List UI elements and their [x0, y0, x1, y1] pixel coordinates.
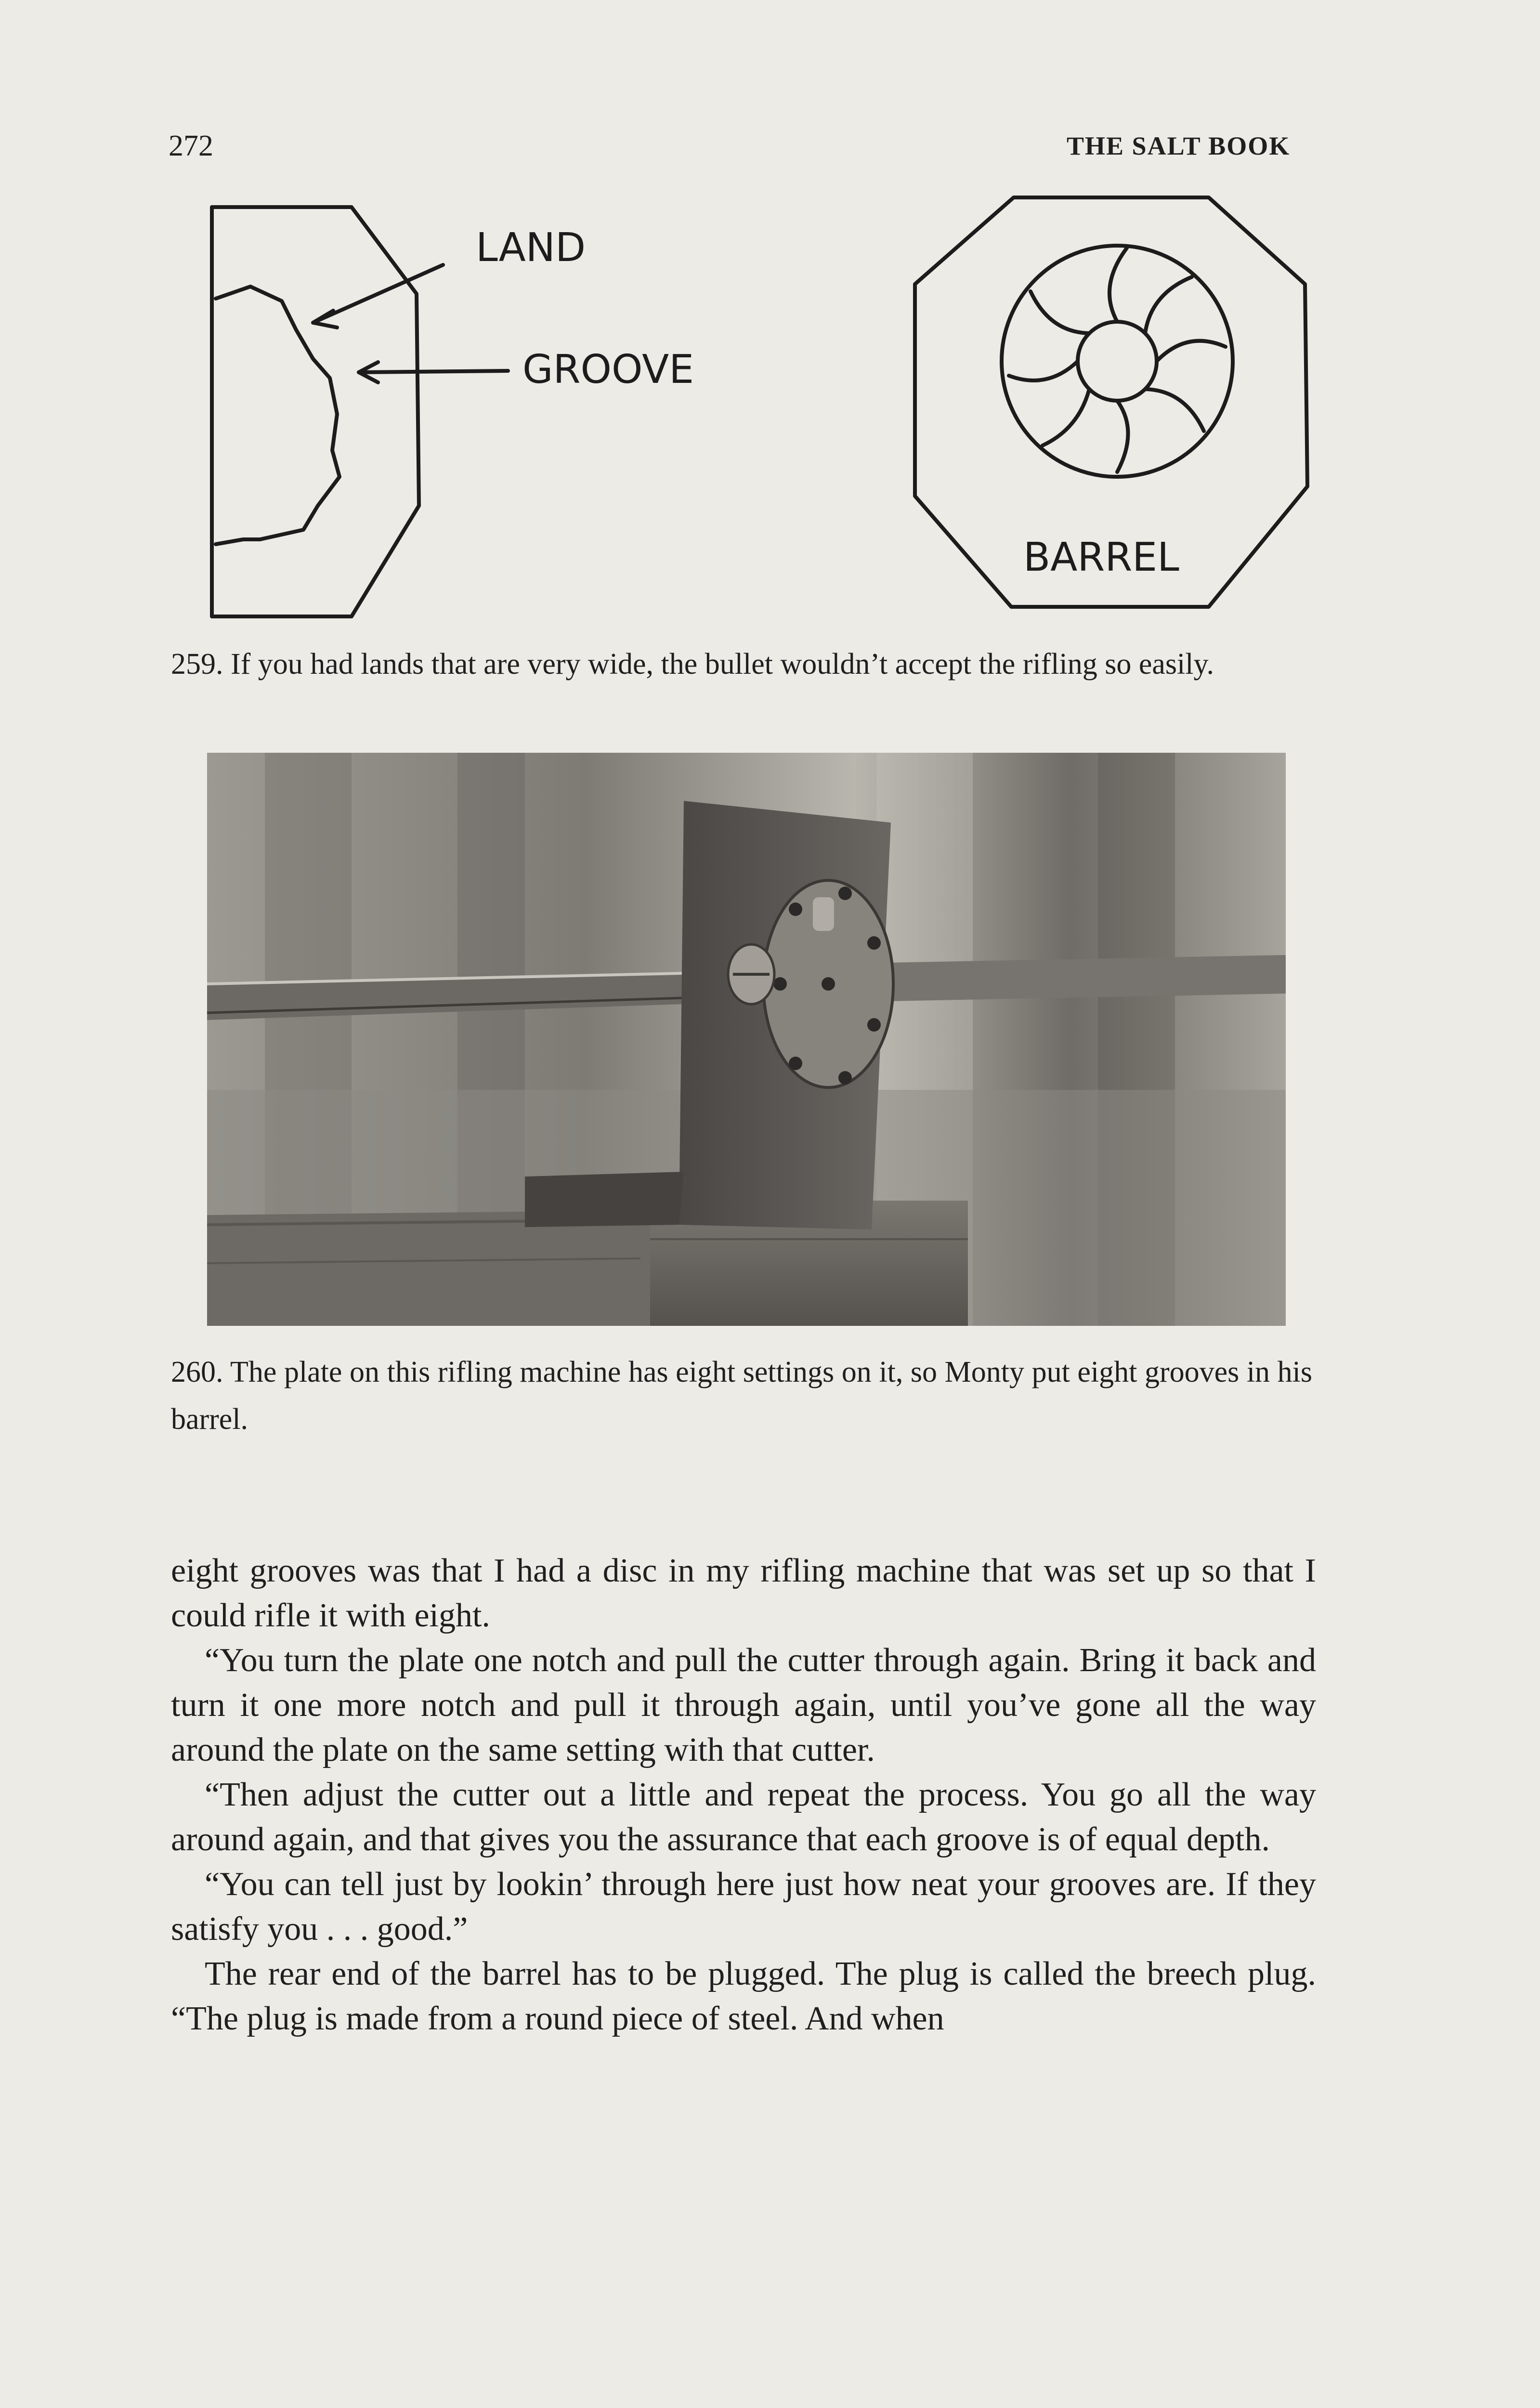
label-groove: GROOVE	[522, 347, 694, 393]
barrel-cross-section	[905, 188, 1319, 621]
rifling-machine-photo	[207, 753, 1286, 1326]
paragraph: “Then adjust the cutter out a little and repeat the process. You go all the way around again, and that gives you the assurance that each groove is of equal depth.	[171, 1776, 1316, 1858]
label-barrel: BARREL	[1023, 535, 1179, 580]
paragraph: “You turn the plate one notch and pull the cutter through again. Bring it back and turn it one more notch and pull it through again, until you’ve gone all the way around the plate on the same setting with that cutter.	[171, 1642, 1316, 1768]
body-text	[171, 1548, 1316, 2041]
running-title: THE SALT BOOK	[1067, 131, 1291, 160]
land-groove-sketch	[193, 188, 751, 631]
paragraph: The rear end of the barrel has to be plugged. The plug is called the breech plug. “The plug is made from a round piece of steel. And when	[171, 1955, 1316, 2037]
figure-260-caption: 260. The plate on this rifling machine has eight settings on it, so Monty put eight grooves in his barrel.	[171, 1356, 1312, 1436]
page-number: 272	[169, 130, 213, 162]
paragraph: “You can tell just by lookin’ through here just how neat your grooves are. If they satisfy you . . . good.”	[171, 1866, 1316, 1948]
figure-259-caption: 259. If you had lands that are very wide, the bullet wouldn’t accept the rifling so easily.	[171, 648, 1214, 681]
paragraph: eight grooves was that I had a disc in my rifling machine that was set up so that I could rifle it with eight.	[171, 1552, 1316, 1634]
label-land: LAND	[476, 225, 586, 271]
